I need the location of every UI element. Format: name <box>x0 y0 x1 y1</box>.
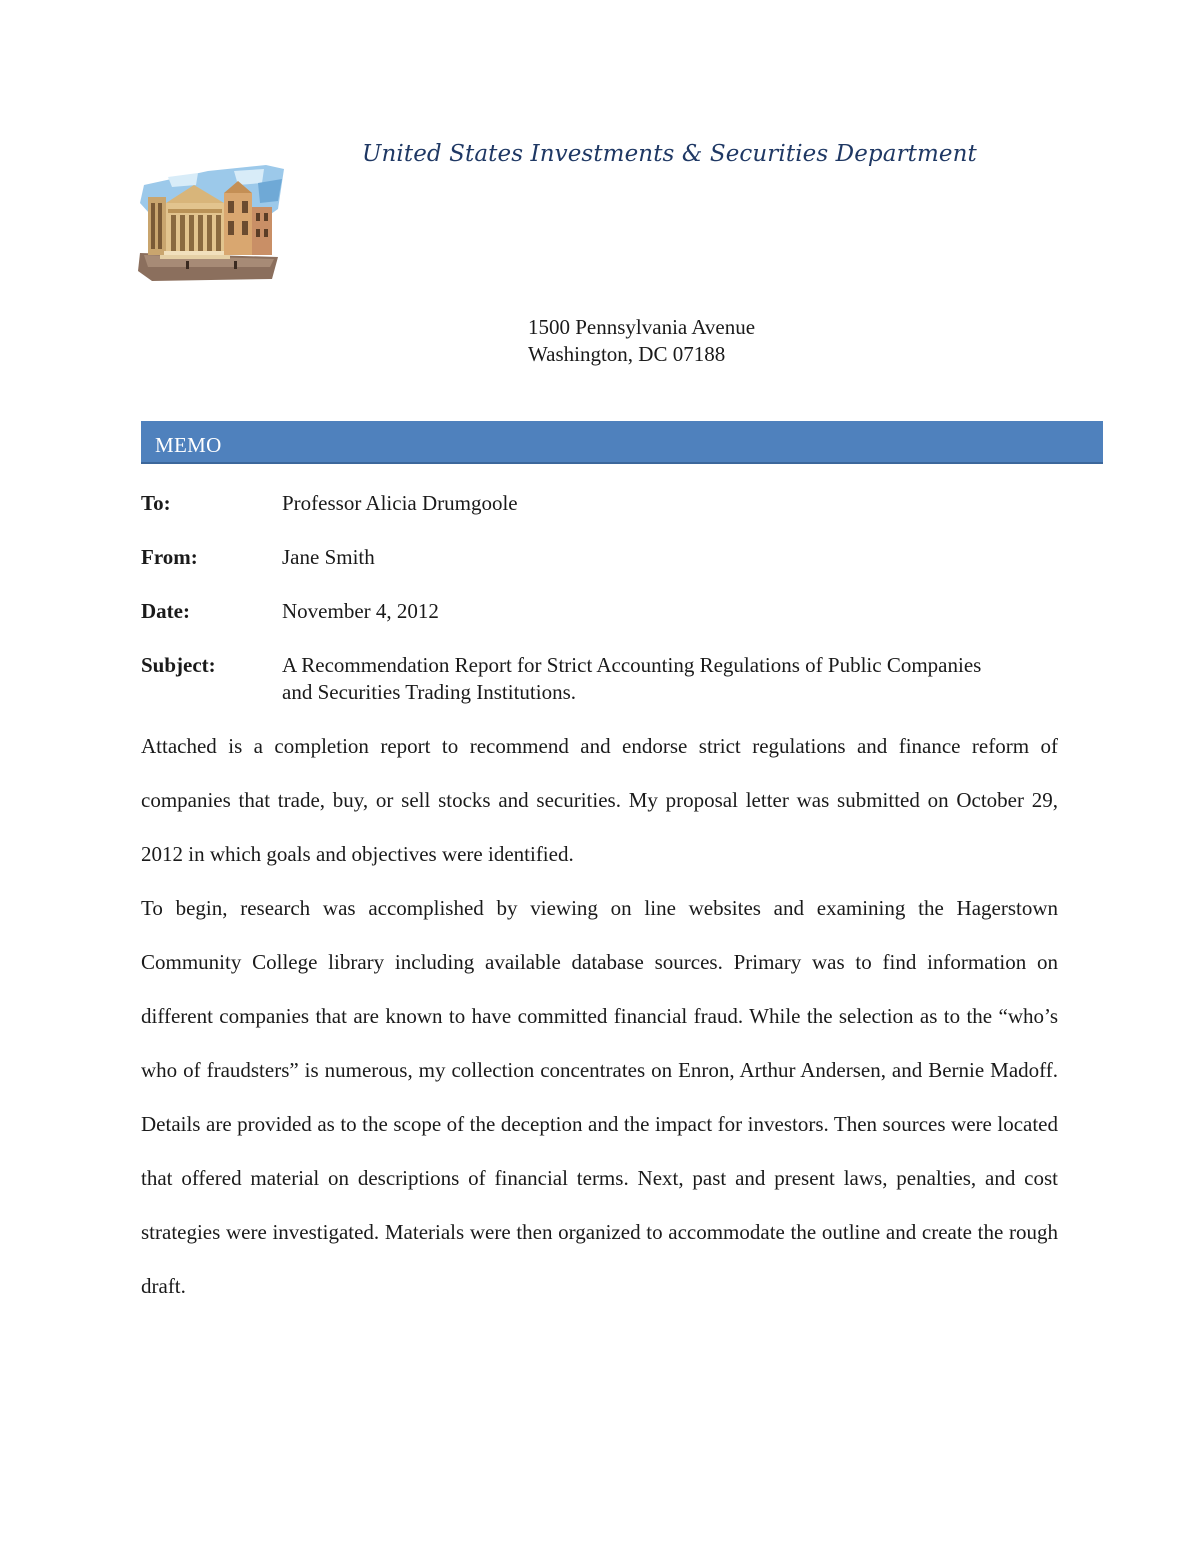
from-value: Jane Smith <box>282 545 375 569</box>
body-paragraph-2: To begin, research was accomplished by viewing on line websites and examining the Hagerstown Community College library including available database sources. Primary was to find information on different companies that are known to have committed financial fraud. While the selection as to the “who’s who of fraudsters” is numerous, my collection concentrates on Enron, Arthur Andersen, and Bernie Madoff. Details are provided as to the scope of the deception and the impact for investors. Then sources were located that offered material on descriptions of financial terms. Next, past and present laws, penalties, and cost strategies were investigated. Materials were then organized to accommodate the outline and create the rough draft. <box>141 896 1058 1298</box>
address-block <box>528 314 755 368</box>
government-building-illustration <box>138 163 284 283</box>
subject-label: Subject: <box>141 653 216 677</box>
date-value: November 4, 2012 <box>282 599 439 623</box>
memo-banner-label: MEMO <box>155 433 222 457</box>
address-line-street: 1500 Pennsylvania Avenue <box>528 315 756 339</box>
to-label: To: <box>141 491 171 515</box>
to-value: Professor Alicia Drumgoole <box>282 491 518 515</box>
date-label: Date: <box>141 599 190 623</box>
memo-banner <box>141 421 1103 464</box>
subject-value: A Recommendation Report for Strict Accounting Regulations of Public Companies and Securities Trading Institutions. <box>282 653 982 704</box>
body-paragraph-1: Attached is a completion report to recommend and endorse strict regulations and finance reform of companies that trade, buy, or sell stocks and securities. My proposal letter was submitted on October 29, 2012 in which goals and objectives were identified. <box>141 734 1058 866</box>
from-label: From: <box>141 545 198 569</box>
address-line-city: Washington, DC 07188 <box>528 342 726 366</box>
org-title: United States Investments & Securities Department <box>362 141 977 167</box>
